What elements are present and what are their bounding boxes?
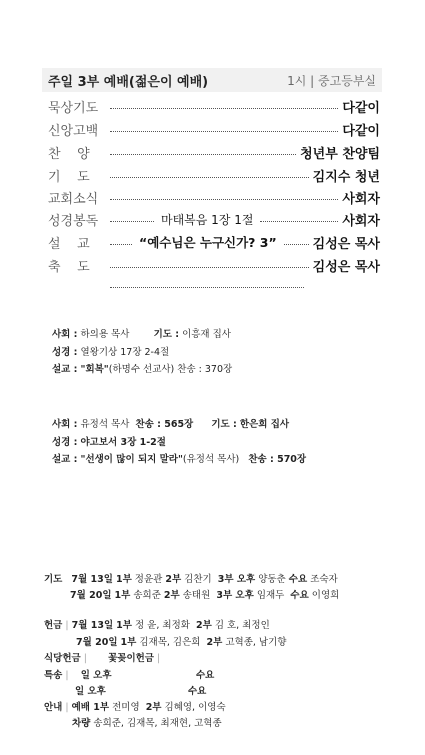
- leader-dots: [110, 108, 338, 109]
- order-row: [48, 209, 380, 229]
- order-label: 축 도: [48, 259, 90, 275]
- order-label: 성경봉독: [48, 213, 99, 229]
- dotted-divider: [110, 287, 304, 288]
- order-row: [48, 96, 380, 116]
- service-location: 1시 | 중고등부실: [287, 73, 376, 88]
- dining-offering: 식당헌금 | 꽃꽂이헌금 |: [44, 653, 161, 664]
- order-label: 교회소식: [48, 191, 99, 207]
- order-row: [48, 142, 380, 162]
- leader-dots: [110, 177, 309, 178]
- order-label: 찬 양: [48, 146, 90, 162]
- block1-line3: 설교 : "회복"(하명수 선교사) 찬송 : 370장: [52, 364, 233, 375]
- order-label: 묵상기도: [48, 100, 99, 116]
- leader-dots: [110, 199, 338, 200]
- prayer-line2: 7월 20일 1부 송희준 2부 송태원 3부 오후 임재두 수요 이영희: [70, 590, 340, 601]
- special-song-line2: 일 오후: [75, 686, 106, 697]
- block1-line2: 성경 : 열왕기상 17장 2-4절: [52, 347, 170, 358]
- scripture-reading: 마태복음 1장 1절: [161, 212, 254, 227]
- order-label: 신앙고백: [48, 123, 99, 139]
- order-value: 사회자: [342, 213, 380, 229]
- order-value: 다같이: [342, 123, 380, 139]
- sermon-title: “예수님은 누구신가? 3”: [139, 235, 277, 250]
- block2-line3: 설교 : "선생이 많이 되지 말라"(유정석 목사) 찬송 : 570장: [52, 454, 307, 465]
- order-row: [48, 187, 380, 207]
- order-row: [48, 255, 380, 275]
- leader-dots: [110, 131, 338, 132]
- block1-line1: 사회 : 하의용 목사 기도 : 이흥재 집사: [52, 329, 231, 340]
- guide-line1: 안내 | 예배 1부 전미영 2부 김혜영, 이영숙: [44, 702, 226, 713]
- order-value: 김성은 목사: [312, 259, 380, 275]
- order-value: 청년부 찬양팀: [300, 146, 380, 162]
- offering-line2: 7월 20일 1부 김재목, 김은희 2부 고혁종, 남기향: [76, 637, 287, 648]
- order-label: 기 도: [48, 169, 90, 185]
- order-value: 사회자: [342, 191, 380, 207]
- order-value: 다같이: [342, 100, 380, 116]
- service-header: [42, 68, 382, 92]
- leader-dots: [110, 267, 309, 268]
- guide-line2: 차량 송희준, 김재목, 최재현, 고혁종: [72, 718, 222, 729]
- leader-dots: [110, 244, 132, 245]
- order-row: [48, 232, 380, 252]
- block2-line1: 사회 : 유정석 목사 찬송 : 565장 기도 : 한은희 집사: [52, 419, 290, 430]
- special-song-line1: 특송 | 일 오후: [44, 670, 112, 681]
- order-row: [48, 165, 380, 185]
- prayer-line1: 기도 7월 13일 1부 정윤관 2부 김찬기 3부 오후 양동춘 수요 조숙자: [44, 574, 338, 585]
- leader-dots: [110, 154, 296, 155]
- offering-line1: 헌금 | 7월 13일 1부 정 윤, 최정화 2부 김 호, 최정인: [44, 620, 270, 631]
- order-row: [48, 119, 380, 139]
- order-label: 설 교: [48, 236, 90, 252]
- order-value: 김성은 목사: [312, 236, 380, 252]
- order-value: 김지수 청년: [312, 169, 380, 185]
- leader-dots: [284, 244, 309, 245]
- special-song-wed2: 수요: [188, 686, 207, 697]
- service-title: 주일 3부 예배(젊은이 예배): [48, 74, 209, 90]
- leader-dots: [260, 221, 338, 222]
- block2-line2: 성경 : 야고보서 3장 1-2절: [52, 437, 166, 448]
- special-song-wed1: 수요: [196, 670, 215, 681]
- leader-dots: [110, 221, 154, 222]
